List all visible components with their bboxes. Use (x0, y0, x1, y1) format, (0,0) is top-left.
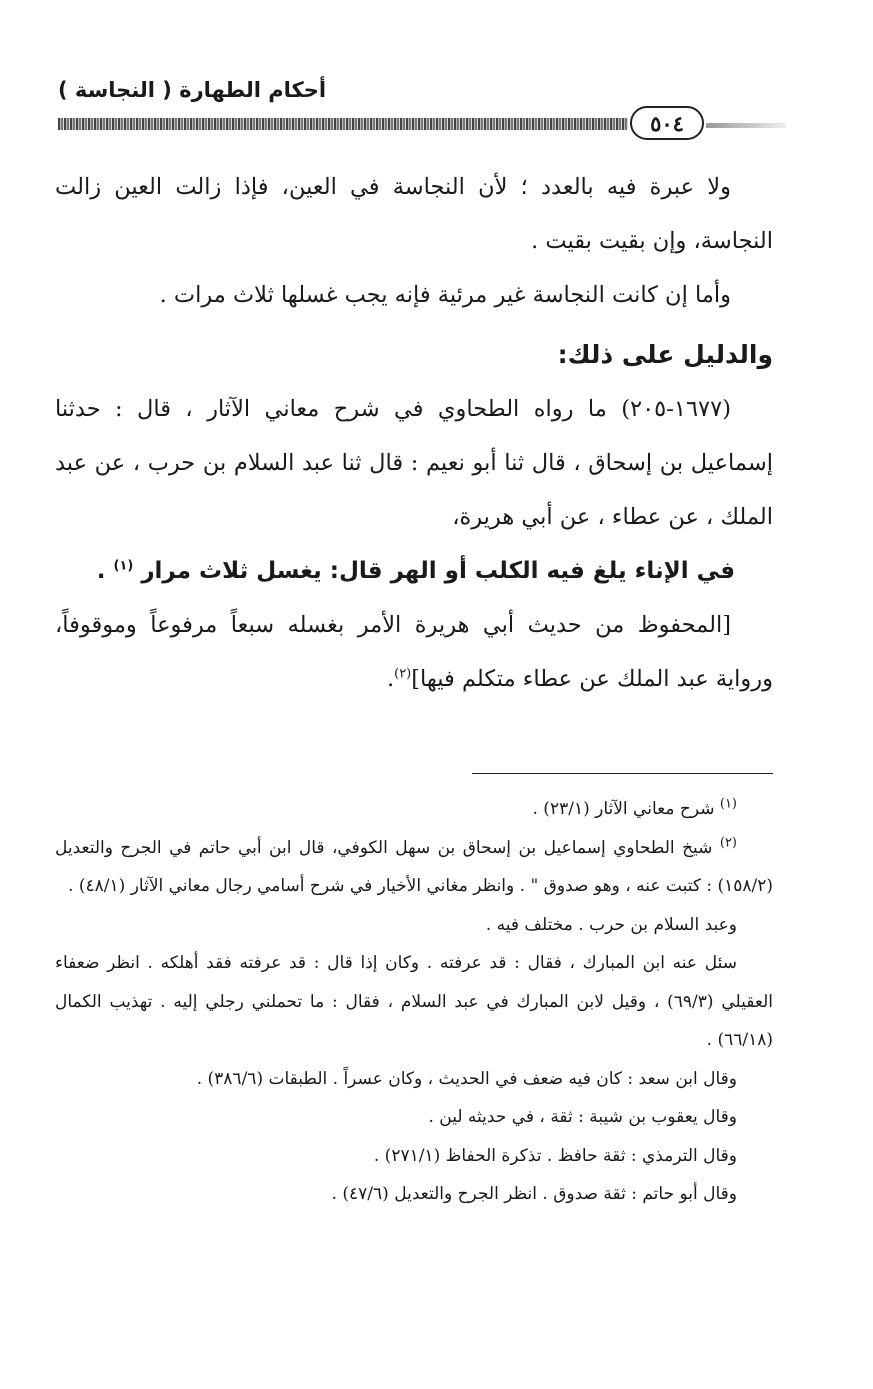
footnote-number: (١) (719, 796, 737, 812)
ruling-paragraph (55, 598, 773, 706)
footnote-text: شيخ الطحاوي إسماعيل بن إسحاق بن سهل الكوفي، قال ابن أبي حاتم في الجرح والتعديل (١٥٨/٢) : كتبت عنه ، وهو صدوق " . وانظر مغاني الأخيار في شرح أسامي رجال معاني الآثار (٤٨/١) . (55, 837, 773, 896)
footnote-text: شرح معاني الآثار (٢٣/١) . (532, 799, 720, 819)
paragraph: وأما إن كانت النجاسة غير مرئية فإنه يجب غسلها ثلاث مرات . (159, 282, 731, 308)
footnote-ref: (١) (113, 558, 134, 574)
footnote-line: وقال يعقوب بن شيبة : ثقة ، في حديثه لين . (428, 1107, 737, 1127)
page-number-badge: ٥٠٤ (630, 106, 704, 140)
ruling-end: . (386, 666, 395, 692)
main-text (55, 160, 773, 706)
ruling-text: [المحفوظ من حديث أبي هريرة الأمر بغسله سبعاً مرفوعاً وموقوفاً، ورواية عبد الملك عن عطاء متكلم فيها] (55, 612, 773, 692)
footnote (55, 829, 773, 906)
footnote-number: (٢) (719, 834, 737, 850)
footnote-line: وعبد السلام بن حرب . مختلف فيه . (485, 914, 737, 935)
footnote-line: وقال أبو حاتم : ثقة صدوق . انظر الجرح والتعديل (٤٧/٦) . (331, 1184, 737, 1204)
footnotes (55, 790, 773, 1214)
header-ornament-rule (58, 118, 628, 130)
footnote-line: وقال ابن سعد : كان فيه ضعف في الحديث ، وكان عسراً . الطبقات (٣٨٦/٦) . (196, 1068, 737, 1089)
hadith-end: . (96, 558, 114, 584)
footnote-ref: (٢) (394, 666, 412, 682)
hadith-matn: في الإناء يلغ فيه الكلب أو الهر قال: يغسل ثلاث مرار (141, 558, 735, 584)
section-heading: والدليل على ذلك: (557, 340, 773, 369)
running-title: أحكام الطهارة ( النجاسة ) (58, 78, 327, 102)
footnote-line: وقال الترمذي : ثقة حافظ . تذكرة الحفاظ (٢٧١/١) . (373, 1145, 737, 1166)
header-ornament-tail (706, 123, 786, 128)
footnote (55, 790, 773, 829)
hadith-text (55, 544, 773, 598)
hadith-chain-paragraph: (١٦٧٧-٢٠٥) ما رواه الطحاوي في شرح معاني الآثار ، قال : حدثنا إسماعيل بن إسحاق ، قال ثنا أبو نعيم : قال ثنا عبد السلام بن حرب ، عن عبد الملك ، عن عطاء ، عن أبي هريرة، (55, 396, 773, 530)
footnote-line: سئل عنه ابن المبارك ، فقال : قد عرفته . وكان إذا قال : قد عرفته فقد أهلكه . انظر ضعفاء العقيلي (٦٩/٣) ، وقيل لابن المبارك في عبد السلام ، فقال : ما تحملني رجلي إليه . تهذيب الكمال (٦٦/١٨) . (55, 953, 773, 1050)
footnote-separator (472, 773, 773, 774)
paragraph: ولا عبرة فيه بالعدد ؛ لأن النجاسة في العين، فإذا زالت العين زالت النجاسة، وإن بقيت بقيت . (55, 174, 773, 254)
